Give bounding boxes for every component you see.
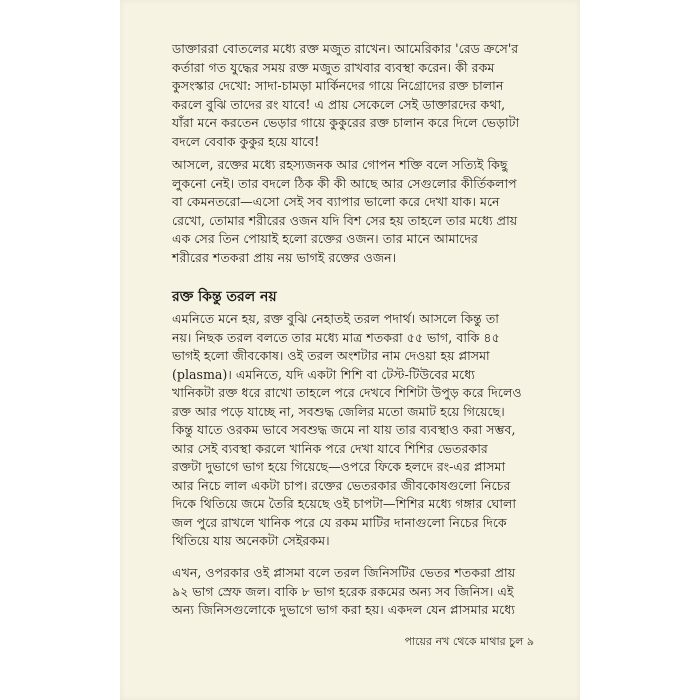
text-line: করলে বুঝি তাদের রং যাবে! এ প্রায় সেকেলে সেই ডাক্তারদের কথা, bbox=[172, 96, 506, 112]
paragraph-plasma bbox=[172, 310, 536, 551]
text-line: দিকে থিতিয়ে জমে তৈরি হয়েছে ওই চাপটা—শিশির মধ্যে গঙ্গার ঘোলা bbox=[172, 496, 517, 511]
text-line: লুকনো নেই। তার বদলে ঠিক কী কী আছে আর সেগুলোর কীর্তিকলাপ bbox=[172, 175, 517, 191]
text-line: এক সের তিন পোয়াই হলো রক্তের ওজন। তার মানে আমাদের bbox=[172, 231, 478, 246]
text-line: নয়। নিছক তরল বলতে তার মধ্যে মাত্র শতকরা ৫৫ ভাগ, বাকি ৪৫ bbox=[172, 329, 500, 345]
text-line: কুসংস্কার দেখো: সাদা-চামড়া মার্কিনদের গায়ে নিগ্রোদের রক্ত চালান bbox=[172, 78, 504, 93]
text-line: রক্তটা দুভাগে ভাগ হয়ে গিয়েছে—ওপরে ফিকে হলদে রং-এর প্লাসমা bbox=[172, 459, 506, 474]
text-line: যাঁরা মনে করতেন ভেড়ার গায়ে কুকুরের রক্ত চালান করে দিলে ভেড়াটা bbox=[172, 115, 520, 130]
paragraph-blood-storage bbox=[172, 40, 536, 151]
text-line: খানিকটা রক্ত ধরে রাখো তাহলে পরে দেখবে শিশিটা উপুড় করে দিলেও bbox=[172, 385, 522, 400]
text-line: অন্য জিনিসগুলোকে দুভাগে ভাগ করা হয়। একদল যেন প্লাসমার মধ্যে bbox=[172, 602, 515, 617]
text-line: ভাগই হলো জীবকোষ। ওই তরল অংশটার নাম দেওয়া হয় প্লাসমা bbox=[172, 348, 490, 363]
text-line: শরীরের শতকরা প্রায় নয় ভাগই রক্তের ওজন। bbox=[172, 249, 397, 265]
text-line: কর্তারা গত যুদ্ধের সময় রক্ত মজুত রাখবার ব্যবস্থা করেন। কী রকম bbox=[172, 59, 495, 75]
section-heading: রক্ত কিন্তু তরল নয় bbox=[172, 289, 277, 305]
text-line: আর নিচে লাল একটা চাপ। রক্তের ভেতরকার জীবকোষগুলো নিচের bbox=[172, 477, 511, 493]
book-page bbox=[120, 0, 580, 700]
text-line: এমনিতে মনে হয়, রক্ত বুঝি নেহাতই তরল পদার্থ। আসলে কিন্তু তা bbox=[172, 311, 499, 326]
page-footer: পায়ের নখ থেকে মাথার চুল ৯ bbox=[404, 635, 534, 648]
text-line: আসলে, রক্তের মধ্যে রহস্যজনক আর গোপন শক্তি বলে সত্যিই কিছু bbox=[172, 157, 508, 172]
text-line: ডাক্তাররা বোতলের মধ্যে রক্ত মজুত রাখেন। আমেরিকার 'রেড ক্রসে'র bbox=[172, 41, 519, 56]
text-line: বদলে বেবাক কুকুর হয়ে যাবে! bbox=[172, 133, 320, 149]
text-line: কিন্তু যাতে ওরকম ভাবে সবশুদ্ধ জমে না যায় তার ব্যবস্থাও করা সম্ভব, bbox=[172, 422, 516, 437]
text-line: এখন, ওপরকার ওই প্লাসমা বলে তরল জিনিসটির ভেতর শতকরা প্রায় bbox=[172, 565, 516, 580]
text-line: রেখো, তোমার শরীরের ওজন যদি বিশ সের হয় তাহলে তার মধ্যে প্রায় bbox=[172, 212, 518, 228]
paragraph-plasma-composition bbox=[172, 564, 536, 620]
text-line: ৯২ ভাগ স্রেফ জল। বাকি ৮ ভাগ হরেক রকমের অন্য সব জিনিস। এই bbox=[172, 583, 514, 599]
text-line: আর সেই ব্যবস্থা করলে খানিক পরে দেখা যাবে শিশির ভেতরকার bbox=[172, 440, 488, 456]
paragraph-blood-weight bbox=[172, 156, 536, 267]
text-line: জল পুরে রাখলে খানিক পরে যে রকম মাটির দানাগুলো নিচের দিকে bbox=[172, 514, 507, 530]
text-line: থিতিয়ে যায় অনেকটা সেইরকম। bbox=[172, 533, 330, 548]
text-line: (plasma)। এমনিতে, যদি একটা শিশি বা টেস্ট-টিউবের মধ্যে bbox=[172, 366, 475, 382]
text-line: বা কেমনতরো—এসো সেই সব ব্যাপার ভালো করে দেখা যাক। মনে bbox=[172, 194, 500, 209]
text-line: রক্ত আর পড়ে যাচ্ছে না, সবশুদ্ধ জেলির মতো জমাট হয়ে গিয়েছে। bbox=[172, 403, 505, 419]
